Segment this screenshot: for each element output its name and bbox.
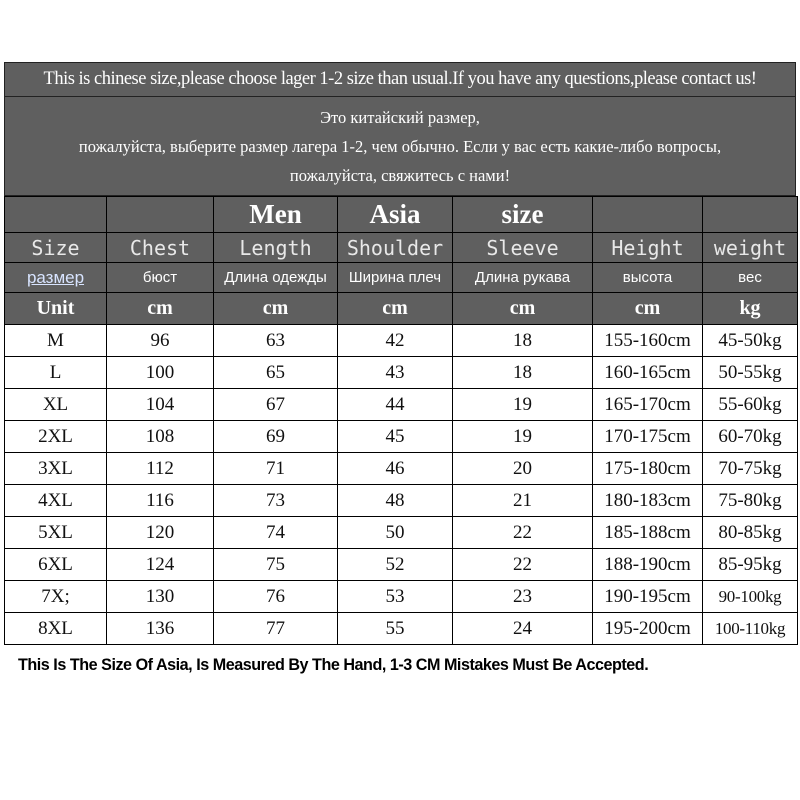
table-cell: 104	[107, 389, 214, 421]
table-cell: 130	[107, 581, 214, 613]
table-cell: 24	[453, 613, 593, 645]
table-cell: 180-183cm	[593, 485, 703, 517]
table-cell: M	[5, 325, 107, 357]
notice-english: This is chinese size,please choose lager 1-2 size than usual.If you have any questions,please contact us!	[5, 69, 795, 97]
table-row	[5, 549, 798, 581]
title-cell-men: Men	[214, 197, 338, 233]
unit-cell: kg	[703, 293, 798, 325]
table-cell: 50	[338, 517, 453, 549]
table-cell: 19	[453, 421, 593, 453]
header-ru-shoulder: Ширина плеч	[338, 263, 453, 293]
table-cell: 65	[214, 357, 338, 389]
table-cell: 71	[214, 453, 338, 485]
table-cell: 22	[453, 517, 593, 549]
table-cell: 46	[338, 453, 453, 485]
table-cell: 195-200cm	[593, 613, 703, 645]
table-cell: 120	[107, 517, 214, 549]
header-row-russian	[5, 263, 798, 293]
header-length: Length	[214, 233, 338, 263]
title-cell	[5, 197, 107, 233]
unit-cell: Unit	[5, 293, 107, 325]
table-cell: 69	[214, 421, 338, 453]
table-row	[5, 357, 798, 389]
table-cell: 44	[338, 389, 453, 421]
table-cell: 188-190cm	[593, 549, 703, 581]
title-cell	[703, 197, 798, 233]
header-ru-chest: бюст	[107, 263, 214, 293]
unit-cell: cm	[214, 293, 338, 325]
table-cell: 60-70kg	[703, 421, 798, 453]
header-height: Height	[593, 233, 703, 263]
table-cell: 85-95kg	[703, 549, 798, 581]
table-row	[5, 581, 798, 613]
notice-banner	[4, 62, 796, 196]
table-cell: 3XL	[5, 453, 107, 485]
table-cell: 21	[453, 485, 593, 517]
table-cell: 73	[214, 485, 338, 517]
table-cell: 90-100kg	[703, 581, 798, 613]
notice-russian-line-1: Это китайский размер,	[320, 108, 480, 127]
table-cell: 170-175cm	[593, 421, 703, 453]
table-cell: 5XL	[5, 517, 107, 549]
unit-cell: cm	[338, 293, 453, 325]
table-row	[5, 389, 798, 421]
table-cell: 108	[107, 421, 214, 453]
table-cell: 22	[453, 549, 593, 581]
unit-cell: cm	[453, 293, 593, 325]
table-cell: 23	[453, 581, 593, 613]
table-cell: 70-75kg	[703, 453, 798, 485]
table-cell: 53	[338, 581, 453, 613]
table-cell: 77	[214, 613, 338, 645]
table-cell: 80-85kg	[703, 517, 798, 549]
table-cell: 76	[214, 581, 338, 613]
table-cell: 67	[214, 389, 338, 421]
table-cell: 45-50kg	[703, 325, 798, 357]
table-cell: 20	[453, 453, 593, 485]
table-cell: 74	[214, 517, 338, 549]
unit-cell: cm	[593, 293, 703, 325]
table-cell: 18	[453, 357, 593, 389]
table-cell: 136	[107, 613, 214, 645]
table-cell: 8XL	[5, 613, 107, 645]
table-cell: 52	[338, 549, 453, 581]
table-cell: 100	[107, 357, 214, 389]
header-ru-size: размер	[5, 263, 107, 293]
header-weight: weight	[703, 233, 798, 263]
measurement-disclaimer: This Is The Size Of Asia, Is Measured By The Hand, 1-3 CM Mistakes Must Be Accepted.	[18, 655, 649, 674]
table-cell: 42	[338, 325, 453, 357]
size-chart-table	[4, 196, 798, 645]
header-chest: Chest	[107, 233, 214, 263]
table-cell: 124	[107, 549, 214, 581]
header-sleeve: Sleeve	[453, 233, 593, 263]
table-cell: 160-165cm	[593, 357, 703, 389]
table-cell: 116	[107, 485, 214, 517]
size-rows	[5, 325, 798, 645]
table-cell: 43	[338, 357, 453, 389]
table-row	[5, 421, 798, 453]
title-cell	[107, 197, 214, 233]
unit-cell: cm	[107, 293, 214, 325]
table-cell: 75-80kg	[703, 485, 798, 517]
table-cell: 55-60kg	[703, 389, 798, 421]
table-cell: 63	[214, 325, 338, 357]
table-row	[5, 613, 798, 645]
header-row-english	[5, 233, 798, 263]
table-cell: 96	[107, 325, 214, 357]
table-cell: 50-55kg	[703, 357, 798, 389]
notice-russian-line-2: пожалуйста, выберите размер лагера 1-2, чем обычно. Если у вас есть какие-либо вопросы,	[78, 137, 722, 156]
table-cell: 48	[338, 485, 453, 517]
table-cell: 18	[453, 325, 593, 357]
table-cell: XL	[5, 389, 107, 421]
table-cell: 75	[214, 549, 338, 581]
table-cell: 45	[338, 421, 453, 453]
title-cell-asia: Asia	[338, 197, 453, 233]
title-row	[5, 197, 798, 233]
table-cell: 185-188cm	[593, 517, 703, 549]
header-size: Size	[5, 233, 107, 263]
header-ru-sleeve: Длина рукава	[453, 263, 593, 293]
header-ru-length: Длина одежды	[214, 263, 338, 293]
table-cell: L	[5, 357, 107, 389]
table-cell: 155-160cm	[593, 325, 703, 357]
title-cell	[593, 197, 703, 233]
table-cell: 55	[338, 613, 453, 645]
notice-russian-line-3: пожалуйста, свяжитесь с нами!	[289, 166, 511, 185]
header-shoulder: Shoulder	[338, 233, 453, 263]
table-cell: 19	[453, 389, 593, 421]
table-row	[5, 453, 798, 485]
table-cell: 175-180cm	[593, 453, 703, 485]
table-row	[5, 325, 798, 357]
header-ru-weight: вес	[703, 263, 798, 293]
table-cell: 6XL	[5, 549, 107, 581]
table-cell: 100-110kg	[703, 613, 798, 645]
table-row	[5, 485, 798, 517]
table-cell: 7X;	[5, 581, 107, 613]
header-ru-height: высота	[593, 263, 703, 293]
table-cell: 112	[107, 453, 214, 485]
table-cell: 165-170cm	[593, 389, 703, 421]
unit-row	[5, 293, 798, 325]
title-cell-size: size	[453, 197, 593, 233]
table-row	[5, 517, 798, 549]
table-cell: 190-195cm	[593, 581, 703, 613]
table-cell: 4XL	[5, 485, 107, 517]
table-cell: 2XL	[5, 421, 107, 453]
